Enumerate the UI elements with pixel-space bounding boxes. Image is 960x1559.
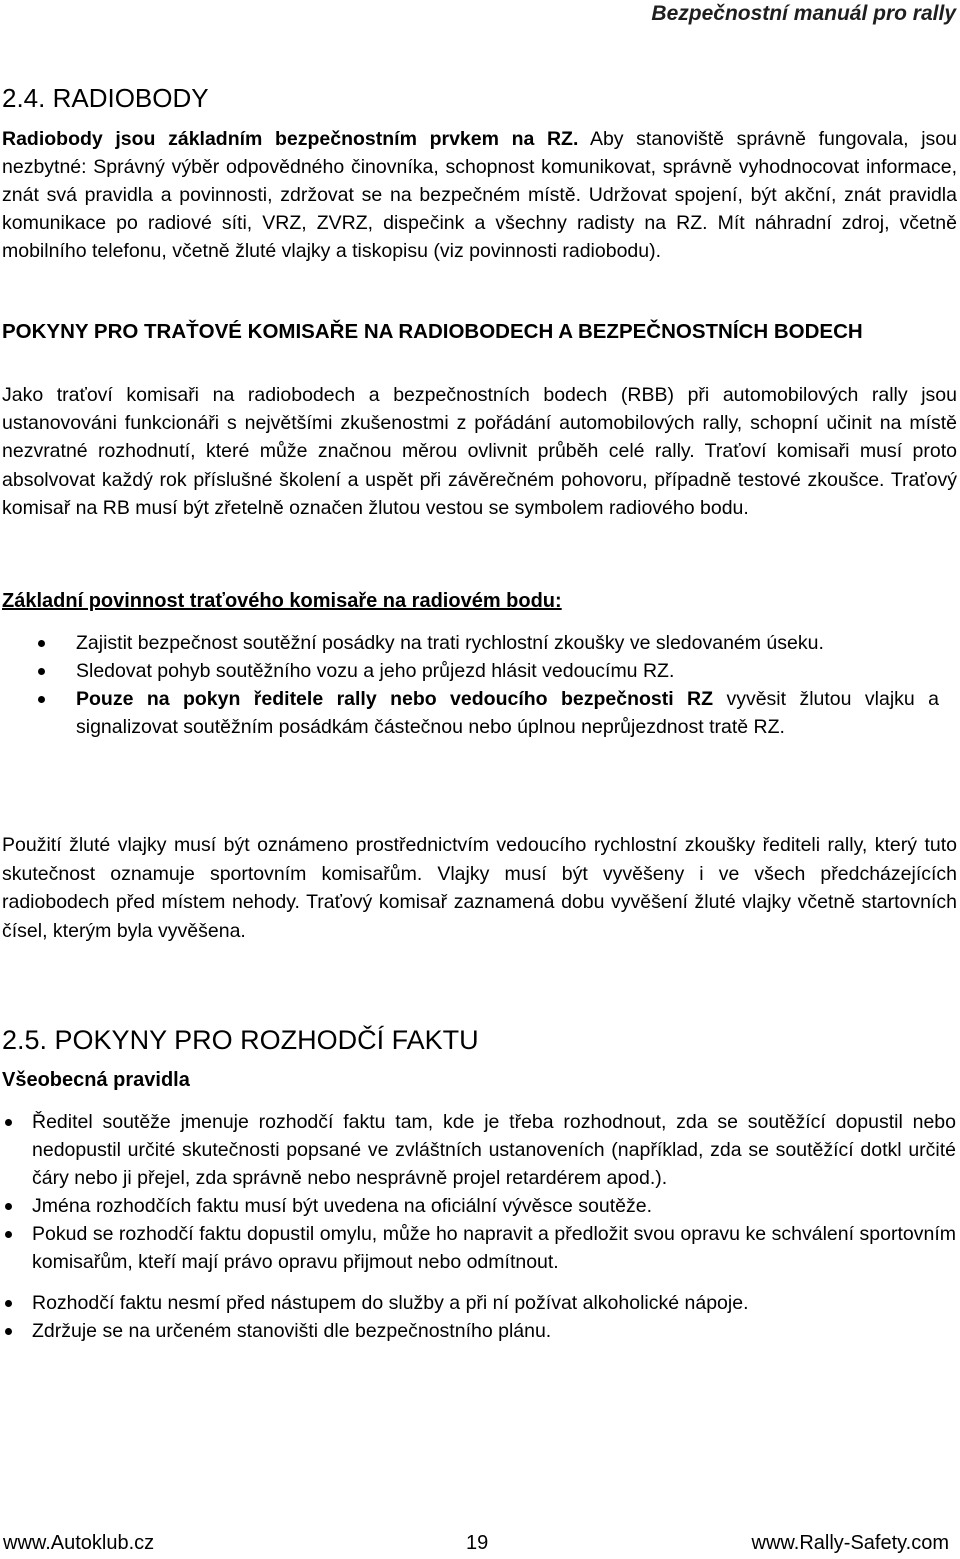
list-item xyxy=(76,629,939,657)
running-header: Bezpečnostní manuál pro rally xyxy=(651,2,956,25)
bullet-icon xyxy=(5,1231,12,1238)
list-item xyxy=(76,685,939,741)
list-item-text: Jména rozhodčích faktu musí být uvedena na oficiální vývěsce soutěže. xyxy=(32,1195,653,1217)
rules-list xyxy=(32,1108,956,1345)
list-item xyxy=(32,1289,956,1317)
bullet-icon xyxy=(5,1300,12,1307)
list-item xyxy=(32,1220,956,1276)
intro-paragraph xyxy=(2,125,957,265)
intro-bold-text: Radiobody jsou základním bezpečnostním prvkem na RZ. xyxy=(2,128,579,150)
bullet-icon xyxy=(38,640,45,647)
list-item xyxy=(32,1108,956,1192)
section-heading-radiobody: 2.4. RADIOBODY xyxy=(2,83,209,113)
bullet-icon xyxy=(5,1203,12,1210)
list-item-text: Pokud se rozhodčí faktu dopustil omylu, může ho napravit a předložit svou opravu ke schválení sportovním komisařům, kteří mají právo opravu přijmout nebo odmítnout. xyxy=(32,1223,956,1273)
intro-text: Aby stanoviště správně fungovala, jsou nezbytné: Správný výběr odpovědného činovníka, schopnost komunikovat, správně vyhodnocovat informace, znát svá pravidla a povinnosti, zdržovat se na bezpečném místě. Udržovat spojení, být akční, znát pravidla komunikace po radiové síti, VRZ, ZVRZ, dispečink a všechny radisty na RZ. Mít náhradní zdroj, včetně mobilního telefonu, včetně žluté vlajky a tiskopisu (viz povinnosti radiobodu). xyxy=(2,128,958,262)
page-number: 19 xyxy=(466,1532,489,1554)
footer-link-autoklub[interactable]: www.Autoklub.cz xyxy=(3,1532,155,1554)
list-item-text: Ředitel soutěže jmenuje rozhodčí faktu tam, kde je třeba rozhodnout, zda se soutěžící dopustil nebo nedopustil určité skutečnosti popsané ve zvláštních ustanoveních (například, zda se soutěžící dotkl určité čáry nebo ji přejel, zda správně nebo nesprávně projel retardérem apod.). xyxy=(32,1111,956,1189)
paragraph-zluta-vlajka: Použití žluté vlajky musí být oznámeno prostřednictvím vedoucího rychlostní zkoušky řediteli rally, který tuto skutečnost oznamuje sportovním komisařům. Vlajky musí být vyvěšeny i ve všech předcházejících radiobodech před místem nehody. Traťový komisař zaznamená dobu vyvěšení žluté vlajky včetně startovních čísel, kterým byla vyvěšena. xyxy=(2,834,957,942)
list-item-text: Zdržuje se na určeném stanovišti dle bezpečnostního plánu. xyxy=(32,1320,552,1342)
duties-heading: Základní povinnost traťového komisaře na radiovém bodu: xyxy=(2,590,562,612)
bullet-icon xyxy=(5,1119,12,1126)
bullet-icon xyxy=(38,696,45,703)
footer-link-rally-safety[interactable]: www.Rally-Safety.com xyxy=(751,1532,949,1554)
subheading-pokyny: POKYNY PRO TRAŤOVÉ KOMISAŘE NA RADIOBODECH A BEZPEČNOSTNÍCH BODECH xyxy=(2,320,863,343)
list-item xyxy=(76,657,939,685)
bullet-icon xyxy=(5,1328,12,1335)
list-item-text: Sledovat pohyb soutěžního vozu a jeho průjezd hlásit vedoucímu RZ. xyxy=(76,660,675,682)
paragraph-komisari: Jako traťoví komisaři na radiobodech a bezpečnostních bodech (RBB) při automobilových rally jsou ustanovováni funkcionáři s největšími zkušenostmi z pořádání automobilových rally, schopní učinit na místě nezvratné rozhodnutí, které může značnou měrou ovlivnit průběh celé rally. Traťoví komisaři musí proto absolvovat každý rok příslušné školení a uspět při závěrečném pohovoru, případně testové zkoušce. Traťový komisař na RB musí být zřetelně označen žlutou vestou se symbolem radiového bodu. xyxy=(2,384,957,519)
subheading-vseobecna: Všeobecná pravidla xyxy=(2,1069,190,1091)
list-item-text: vyvěsit žlutou vlajku a signalizovat soutěžním posádkám částečnou nebo úplnou neprůjezdnost tratě RZ. xyxy=(76,688,939,738)
list-item-text: Rozhodčí faktu nesmí před nástupem do služby a při ní požívat alkoholické nápoje. xyxy=(32,1292,749,1314)
list-item-text: Zajistit bezpečnost soutěžní posádky na trati rychlostní zkoušky ve sledovaném úseku. xyxy=(76,632,824,654)
list-item xyxy=(32,1192,956,1220)
list-item xyxy=(32,1317,956,1345)
list-item-bold-text: Pouze na pokyn ředitele rally nebo vedoucího bezpečnosti RZ xyxy=(76,688,714,710)
section-heading-rozhodci: 2.5. POKYNY PRO ROZHODČÍ FAKTU xyxy=(2,1025,479,1055)
duties-list xyxy=(76,629,939,741)
bullet-icon xyxy=(38,668,45,675)
